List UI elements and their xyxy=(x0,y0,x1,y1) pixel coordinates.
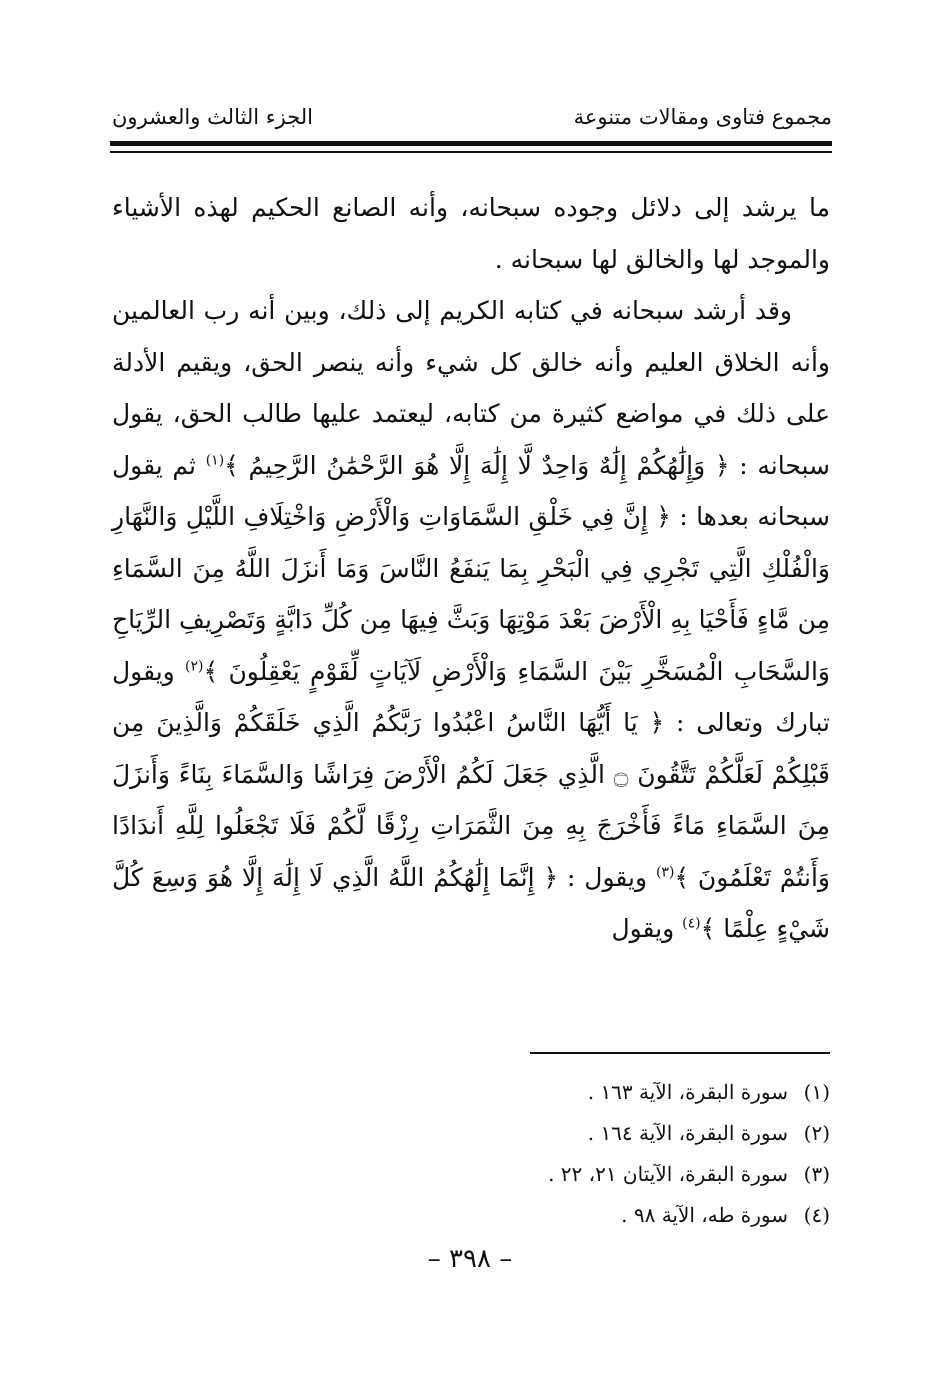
book-title: مجموع فتاوى ومقالات متنوعة xyxy=(573,105,832,129)
footnote-3 xyxy=(380,1154,830,1195)
footnote-number: (٤) xyxy=(803,1203,830,1227)
paragraph-2-part-e: ويقول xyxy=(611,914,683,943)
paragraph-2-part-b: ثم يقول سبحانه بعدها : ﴿ إِنَّ فِي خَلْقِ السَّمَاوَاتِ وَالْأَرْضِ وَاخْتِلَافِ اللَّيْلِ وَالنَّهَارِ وَالْفُلْكِ الَّتِي تَجْرِي فِي الْبَحْرِ بِمَا يَنفَعُ النَّاسَ وَمَا أَنزَلَ اللَّهُ مِنَ السَّمَاءِ مِن مَّاءٍ فَأَحْيَا بِهِ الْأَرْضَ بَعْدَ مَوْتِهَا وَبَثَّ فِيهَا مِن كُلِّ دَابَّةٍ وَتَصْرِيفِ الرِّيَاحِ وَالسَّحَابِ الْمُسَخَّرِ بَيْنَ السَّمَاءِ وَالْأَرْضِ لَآيَاتٍ لِّقَوْمٍ يَعْقِلُونَ ﴾ xyxy=(112,450,830,686)
footnote-text: سورة البقرة، الآية ١٦٤ . xyxy=(587,1121,788,1145)
footnote-text: سورة البقرة، الآية ١٦٣ . xyxy=(587,1080,788,1104)
footnote-text: سورة طه، الآية ٩٨ . xyxy=(621,1203,788,1227)
footnote-separator xyxy=(530,1052,830,1054)
footnote-ref-1: (١) xyxy=(205,452,225,469)
footnote-text: سورة البقرة، الآيتان ٢١، ٢٢ . xyxy=(548,1162,788,1186)
footnote-ref-3: (٣) xyxy=(655,864,675,881)
footnote-ref-2: (٢) xyxy=(185,658,204,675)
paragraph-2 xyxy=(112,285,830,955)
paragraph-1: ما يرشد إلى دلائل وجوده سبحانه، وأنه الصانع الحكيم لهذه الأشياء والموجد لها والخالق لها سبحانه . xyxy=(112,193,830,274)
footnote-1 xyxy=(380,1072,830,1113)
header-rule-thick xyxy=(110,141,832,146)
footnote-4 xyxy=(380,1195,830,1236)
main-text xyxy=(112,182,830,955)
footnote-ref-4: (٤) xyxy=(682,915,701,932)
volume-label: الجزء الثالث والعشرون xyxy=(112,105,313,129)
header-rule-thin xyxy=(110,151,832,153)
running-header xyxy=(112,100,832,134)
paragraph-2-part-a: وقد أرشد سبحانه في كتابه الكريم إلى ذلك، وبين أنه رب العالمين وأنه الخلاق العليم وأنه خالق كل شيء وأنه ينصر الحق، ويقيم الأدلة على ذلك في مواضع كثيرة من كتابه، ليعتمد عليها طالب الحق، يقول سبحانه : ﴿ وَإِلَٰهُكُمْ إِلَٰهٌ وَاحِدٌ لَّا إِلَٰهَ إِلَّا هُوَ الرَّحْمَٰنُ الرَّحِيمُ ﴾ xyxy=(112,296,831,480)
paragraph-2-part-c: ويقول تبارك وتعالى : ﴿ يَا أَيُّهَا النَّاسُ اعْبُدُوا رَبَّكُمُ الَّذِي خَلَقَكُمْ وَالَّذِينَ مِن قَبْلِكُمْ لَعَلَّكُمْ تَتَّقُونَ ۝ الَّذِي جَعَلَ لَكُمُ الْأَرْضَ فِرَاشًا وَالسَّمَاءَ بِنَاءً وَأَنزَلَ مِنَ السَّمَاءِ مَاءً فَأَخْرَجَ بِهِ مِنَ الثَّمَرَاتِ رِزْقًا لَّكُمْ فَلَا تَجْعَلُوا لِلَّهِ أَندَادًا وَأَنتُمْ تَعْلَمُونَ ﴾ xyxy=(112,656,830,892)
footnote-number: (٢) xyxy=(803,1121,830,1145)
footnote-2 xyxy=(380,1113,830,1154)
footnotes xyxy=(380,1072,830,1236)
footnote-number: (١) xyxy=(803,1080,830,1104)
page-number: – ٣٩٨ – xyxy=(427,1244,513,1274)
paragraph-2-part-d: ويقول : ﴿ إِنَّمَا إِلَٰهُكُمُ اللَّهُ الَّذِي لَا إِلَٰهَ إِلَّا هُوَ وَسِعَ كُلَّ شَيْءٍ عِلْمًا ﴾ xyxy=(112,862,830,943)
footnote-number: (٣) xyxy=(803,1162,830,1186)
